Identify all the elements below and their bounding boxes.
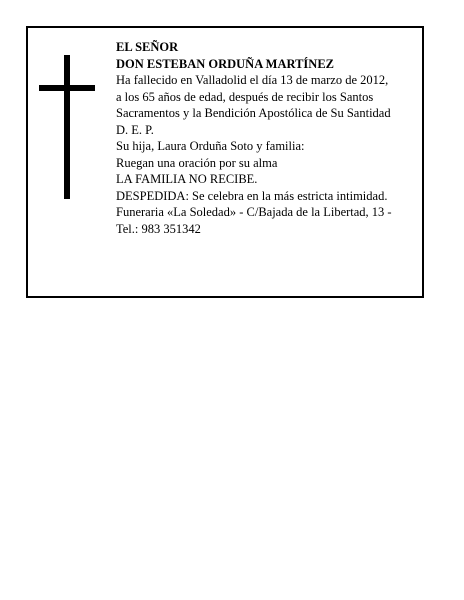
cross-icon [39, 55, 95, 199]
cross-vertical-bar [64, 55, 70, 199]
notice-line-sacraments: Sacramentos y la Bendición Apostólica de Su Santidad [116, 106, 391, 120]
notice-line-phone: Tel.: 983 351342 [116, 221, 201, 236]
notice-line-funeral-home: Funeraria «La Soledad» - C/Bajada de la Libertad, 13 - [116, 205, 392, 219]
notice-text [116, 39, 420, 237]
notice-line-no-receive: LA FAMILIA NO RECIBE. [116, 172, 258, 186]
notice-line-family: Su hija, Laura Orduña Soto y familia: [116, 139, 305, 153]
notice-heading-title: EL SEÑOR [116, 40, 179, 54]
notice-heading-name: DON ESTEBAN ORDUÑA MARTÍNEZ [116, 56, 334, 71]
obituary-notice [26, 26, 424, 298]
cross-horizontal-bar [39, 85, 95, 91]
notice-line-farewell: DESPEDIDA: Se celebra en la más estricta intimidad. [116, 188, 388, 203]
notice-line-prayer: Ruegan una oración por su alma [116, 155, 278, 170]
notice-line-age: a los 65 años de edad, después de recibir los Santos [116, 89, 374, 104]
notice-line-dep: D. E. P. [116, 122, 154, 137]
notice-line-death: Ha fallecido en Valladolid el día 13 de marzo de 2012, [116, 73, 389, 87]
